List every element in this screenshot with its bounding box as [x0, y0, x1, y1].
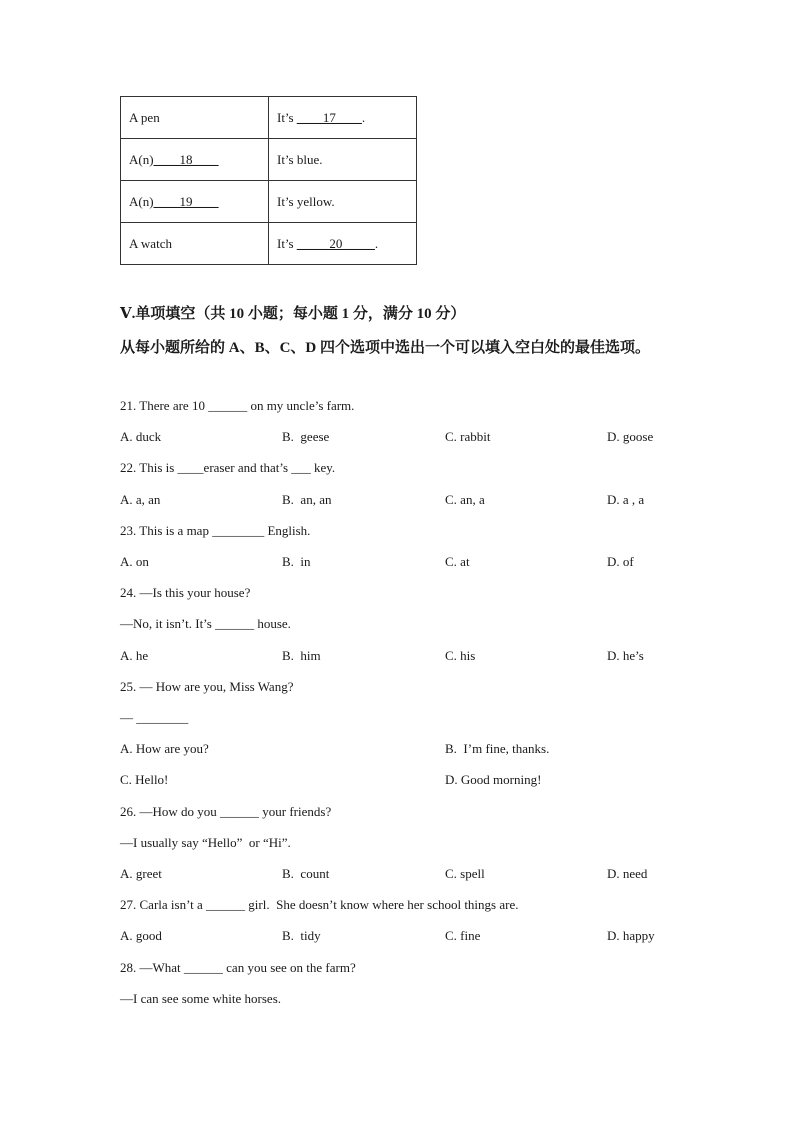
blank-19[interactable]: ____19____: [153, 193, 219, 209]
answer-option[interactable]: C. his: [445, 647, 476, 663]
answer-option[interactable]: D. need: [607, 866, 648, 881]
table-cell: [269, 139, 417, 181]
answer-option[interactable]: C. rabbit: [445, 429, 491, 445]
question-dialogue-line: —No, it isn’t. It’s ______ house.: [120, 616, 291, 632]
answer-option[interactable]: D. a , a: [607, 491, 645, 507]
answer-option[interactable]: B. count: [282, 866, 330, 881]
section-instruction: 从每小题所给的 A、B、C、D 四个选项中选出一个可以填入空白处的最佳选项。: [120, 340, 651, 356]
answer-option[interactable]: A. on: [120, 554, 149, 569]
answer-option[interactable]: A. How are you?: [120, 741, 209, 757]
cell-text: A watch: [129, 235, 172, 251]
cell-text: .: [361, 109, 366, 125]
table-cell: [269, 97, 417, 139]
cell-text: It’s yellow.: [277, 193, 335, 209]
question-stem: 24. —Is this your house?: [120, 585, 251, 601]
answer-option[interactable]: C. Hello!: [120, 772, 169, 788]
table-row: [121, 139, 417, 181]
answer-option[interactable]: B. in: [282, 554, 311, 569]
question-dialogue-line: —I can see some white horses.: [120, 990, 282, 1006]
cell-text: It’s: [277, 109, 297, 125]
answer-option[interactable]: C. an, a: [445, 491, 485, 507]
answer-option[interactable]: C. at: [445, 554, 470, 569]
answer-option[interactable]: A. good: [120, 928, 162, 944]
table-cell: [121, 139, 269, 181]
blank-20[interactable]: _____20_____: [296, 235, 375, 251]
answer-option[interactable]: D. Good morning!: [445, 772, 542, 788]
table-cell: [269, 181, 417, 223]
table-row: [121, 181, 417, 223]
answer-option[interactable]: D. happy: [607, 928, 655, 944]
table-cell: [121, 223, 269, 265]
answer-option[interactable]: B. him: [282, 647, 321, 663]
blank-17[interactable]: ____17____: [296, 109, 362, 125]
question-stem: 26. —How do you ______ your friends?: [120, 803, 332, 819]
blank-18[interactable]: ____18____: [153, 151, 219, 167]
cell-text: A(n): [129, 193, 154, 209]
answer-option[interactable]: B. an, an: [282, 491, 332, 507]
question-dialogue-line: —I usually say “Hello” or “Hi”.: [120, 834, 291, 850]
table-cell: [121, 97, 269, 139]
question-dialogue-line: — ________: [120, 710, 189, 725]
fill-in-table: [120, 96, 417, 265]
question-stem: 22. This is ____eraser and that’s ___ key.: [120, 460, 336, 476]
table-row: [121, 223, 417, 265]
table-cell: [269, 223, 417, 265]
cell-text: It’s blue.: [277, 151, 323, 167]
answer-option[interactable]: D. of: [607, 554, 634, 569]
answer-option[interactable]: A. greet: [120, 866, 162, 881]
cell-text: .: [374, 235, 379, 251]
answer-option[interactable]: D. he’s: [607, 647, 644, 663]
question-stem: 27. Carla isn’t a ______ girl. She doesn’t know where her school things are.: [120, 897, 519, 913]
question-stem: 21. There are 10 ______ on my uncle’s farm.: [120, 398, 355, 413]
answer-option[interactable]: B. tidy: [282, 928, 321, 944]
question-stem: 23. This is a map ________ English.: [120, 522, 311, 538]
section-title: Ⅴ.单项填空（共 10 小题；每小题 1 分，满分 10 分）: [120, 306, 466, 322]
question-stem: 28. —What ______ can you see on the farm?: [120, 959, 356, 975]
question-stem: 25. — How are you, Miss Wang?: [120, 678, 294, 694]
table-row: [121, 97, 417, 139]
answer-option[interactable]: A. duck: [120, 429, 162, 445]
cell-text: A(n): [129, 151, 154, 167]
answer-option[interactable]: D. goose: [607, 429, 654, 445]
answer-option[interactable]: B. I’m fine, thanks.: [445, 741, 550, 757]
answer-option[interactable]: B. geese: [282, 429, 330, 445]
cell-text: A pen: [129, 109, 160, 125]
answer-option[interactable]: A. he: [120, 647, 149, 663]
answer-option[interactable]: C. spell: [445, 866, 485, 881]
answer-option[interactable]: C. fine: [445, 928, 481, 944]
cell-text: It’s: [277, 235, 297, 251]
table-cell: [121, 181, 269, 223]
answer-option[interactable]: A. a, an: [120, 491, 161, 507]
